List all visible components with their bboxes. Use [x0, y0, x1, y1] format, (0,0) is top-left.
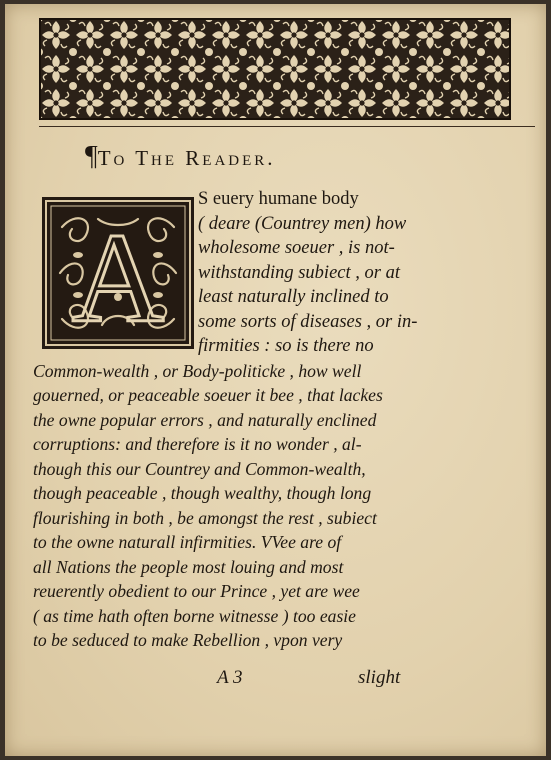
initial-letter: A: [71, 207, 165, 349]
body-line: firmities : so is there no: [198, 336, 374, 356]
body-line: S euery humane body: [198, 189, 359, 209]
headpiece-ornament-pattern: [39, 18, 511, 120]
horizontal-rule: [39, 126, 535, 127]
book-page: [5, 4, 546, 756]
body-line: corruptions: and therefore is it no wonder , al-: [33, 434, 362, 454]
body-line: ( as time hath often borne witnesse ) too easie: [33, 605, 356, 626]
pilcrow-mark: ¶: [85, 141, 98, 172]
ornamental-headpiece: [39, 18, 511, 120]
initial-ornament: [42, 197, 194, 349]
body-line: all Nations the people most louing and most: [33, 556, 344, 577]
body-line: ( deare (Countrey men) how: [198, 213, 407, 234]
heading-text: To The Reader.: [97, 146, 276, 170]
body-line: though this our Countrey and Common-wealth,: [33, 458, 366, 479]
body-line: withstanding subiect , or at: [198, 262, 400, 283]
body-line: Common-wealth , or Body-politicke , how well: [33, 360, 362, 381]
body-line: least naturally inclined to: [198, 287, 389, 307]
body-line: to be seduced to make Rebellion , vpon very: [33, 630, 343, 650]
body-line: reuerently obedient to our Prince , yet are wee: [33, 581, 360, 601]
body-line: though peaceable , though wealthy, though long: [33, 483, 372, 503]
body-line: some sorts of diseases , or in-: [198, 311, 418, 332]
page-heading: [85, 141, 276, 175]
body-line: the owne popular errors , and naturally enclined: [33, 409, 377, 430]
body-line: flourishing in both , be amongst the rest , subiect: [33, 507, 377, 528]
decorated-initial: [42, 197, 194, 349]
body-line: gouerned, or peaceable soeuer it bee , that lackes: [33, 385, 383, 405]
signature-mark: A 3: [217, 667, 243, 688]
body-line: to the owne naturall infirmities. VVee are of: [33, 532, 342, 552]
body-line: wholesome soeuer , is not-: [198, 238, 395, 258]
catchword: slight: [358, 667, 401, 688]
